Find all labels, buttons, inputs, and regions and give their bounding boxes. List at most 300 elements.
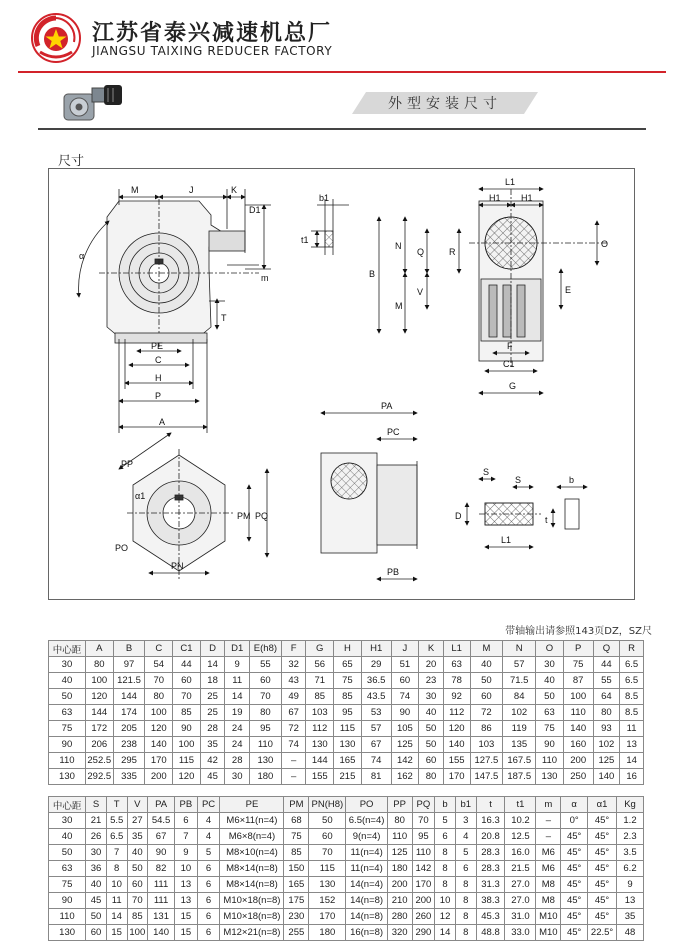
table-cell: 80: [387, 813, 412, 829]
column-header: PO: [346, 797, 387, 813]
dim-label-alpha: α: [79, 251, 85, 261]
column-header: m: [536, 797, 561, 813]
table-cell: 100: [173, 737, 201, 753]
table-cell: 60: [127, 877, 148, 893]
table-cell: 90: [536, 737, 564, 753]
table-cell: M10: [536, 925, 561, 941]
table-cell: 125: [387, 845, 412, 861]
table-cell: 87: [563, 673, 593, 689]
table-cell: 35: [127, 829, 148, 845]
table-cell: 5.5: [106, 813, 127, 829]
table-cell: 56: [306, 657, 334, 673]
column-header: t1: [505, 797, 536, 813]
table-cell: 71.5: [503, 673, 536, 689]
column-header: PB: [175, 797, 198, 813]
table-cell: 120: [85, 689, 113, 705]
table-cell: 6.5: [620, 657, 644, 673]
table-cell: 85: [127, 909, 148, 925]
table-cell: 6: [197, 861, 220, 877]
table-cell: 45.3: [476, 909, 505, 925]
dim-label-m: M: [131, 185, 139, 195]
table-cell: 74: [361, 753, 391, 769]
dim-label-p: P: [155, 391, 162, 401]
table-cell: 115: [309, 861, 346, 877]
table-row: [49, 829, 644, 845]
table-cell: 25: [200, 689, 225, 705]
table-cell: 72: [470, 705, 503, 721]
table-cell: 80: [85, 657, 113, 673]
table-cell: 32: [281, 657, 306, 673]
table-cell: 102: [593, 737, 620, 753]
table-cell: 215: [334, 769, 362, 785]
table-cell: 16(n=8): [346, 925, 387, 941]
table-cell: 130: [309, 877, 346, 893]
table-cell: 97: [113, 657, 145, 673]
table-cell: 45°: [588, 845, 617, 861]
front-view: [79, 189, 271, 433]
table-cell: 45: [200, 769, 225, 785]
dimension-table-2: [48, 796, 644, 941]
table-cell: 8: [455, 909, 476, 925]
dim-label-j: J: [189, 185, 194, 195]
table-cell: 28.3: [476, 845, 505, 861]
table-cell: 110: [49, 753, 86, 769]
table-cell: 30: [86, 845, 107, 861]
table-cell: 13: [617, 893, 644, 909]
dim-label-s-right: S: [515, 475, 522, 485]
table-cell: 110: [387, 829, 412, 845]
table-cell: 20: [419, 657, 444, 673]
table-cell: 82: [148, 861, 175, 877]
table-cell: 45°: [561, 829, 588, 845]
table-cell: 57: [361, 721, 391, 737]
table-cell: 121.5: [113, 673, 145, 689]
table-cell: 75: [334, 673, 362, 689]
dim-label-s-left: S: [483, 467, 490, 477]
column-header: PQ: [412, 797, 435, 813]
table-cell: 255: [284, 925, 309, 941]
column-header: 中心距: [49, 641, 86, 657]
table-row: [49, 925, 644, 941]
table-cell: 130: [49, 769, 86, 785]
dim-label-b: B: [369, 269, 376, 279]
table-cell: 3: [455, 813, 476, 829]
header-divider: [18, 71, 666, 73]
table-cell: 210: [387, 893, 412, 909]
table-cell: 200: [412, 893, 435, 909]
table-cell: 170: [443, 769, 470, 785]
table-cell: M10×18(n=8): [220, 893, 284, 909]
table-cell: 75: [284, 829, 309, 845]
table-cell: 144: [85, 705, 113, 721]
table-cell: 28.3: [476, 861, 505, 877]
table-cell: 295: [113, 753, 145, 769]
table-cell: 4: [197, 813, 220, 829]
table-cell: 127.5: [470, 753, 503, 769]
table-cell: 238: [113, 737, 145, 753]
table-cell: 24: [225, 737, 250, 753]
table-cell: 45°: [588, 829, 617, 845]
table-cell: 105: [391, 721, 419, 737]
table-cell: 5: [455, 845, 476, 861]
table-cell: 110: [563, 705, 593, 721]
dim-label-k: K: [231, 185, 238, 195]
table-cell: 187.5: [503, 769, 536, 785]
flange-view: [119, 433, 267, 579]
table-cell: M6: [536, 861, 561, 877]
table-cell: 16: [620, 769, 644, 785]
column-header: PC: [197, 797, 220, 813]
table-cell: 45°: [561, 861, 588, 877]
table-cell: 112: [306, 721, 334, 737]
table-cell: 48: [617, 925, 644, 941]
table-cell: 63: [49, 705, 86, 721]
table-cell: 15: [175, 909, 198, 925]
table-cell: 9: [617, 877, 644, 893]
table-cell: M8: [536, 877, 561, 893]
table-cell: 95: [334, 705, 362, 721]
table-cell: 80: [250, 705, 282, 721]
column-header: PE: [220, 797, 284, 813]
table-cell: 24: [225, 721, 250, 737]
dim-label-b1: b1: [319, 193, 330, 203]
table-cell: 70: [173, 689, 201, 705]
table-cell: 40: [127, 845, 148, 861]
table-cell: 14: [106, 909, 127, 925]
table-cell: 90: [49, 893, 86, 909]
column-header: PA: [148, 797, 175, 813]
company-logo: [30, 12, 82, 64]
table-cell: 11: [225, 673, 250, 689]
shaft-output-note: 带轴输出请参照143页DZ，SZ尺: [505, 626, 652, 637]
table-cell: 150: [284, 861, 309, 877]
table-cell: 102: [503, 705, 536, 721]
table-cell: 142: [412, 861, 435, 877]
dim-label-po: PO: [115, 543, 129, 553]
table-cell: 85: [334, 689, 362, 705]
table-cell: 85: [306, 689, 334, 705]
table-cell: 16.3: [476, 813, 505, 829]
table-cell: 8: [435, 861, 456, 877]
dim-label-e: E: [565, 285, 572, 295]
table-cell: 120: [173, 769, 201, 785]
table-row: [49, 769, 644, 785]
column-header: A: [85, 641, 113, 657]
table-cell: 142: [391, 753, 419, 769]
column-header: L1: [443, 641, 470, 657]
table-cell: 335: [113, 769, 145, 785]
table-cell: 21: [86, 813, 107, 829]
table-cell: 57: [503, 657, 536, 673]
table-cell: 6: [197, 893, 220, 909]
reducer-product-image: [62, 82, 124, 124]
table-cell: 125: [593, 753, 620, 769]
table-cell: 11(n=4): [346, 861, 387, 877]
table-cell: 6: [455, 861, 476, 877]
table-cell: 71: [306, 673, 334, 689]
table-cell: 5: [435, 813, 456, 829]
table-cell: –: [281, 769, 306, 785]
table-cell: 8: [455, 893, 476, 909]
column-header: D: [200, 641, 225, 657]
table-cell: 103: [306, 705, 334, 721]
table-cell: 55: [593, 673, 620, 689]
table-cell: 14: [225, 689, 250, 705]
table-row: [49, 813, 644, 829]
table-cell: 50: [309, 813, 346, 829]
table-cell: 70: [250, 689, 282, 705]
table-cell: 60: [173, 673, 201, 689]
column-header: T: [106, 797, 127, 813]
column-header: M: [470, 641, 503, 657]
table-cell: 11: [620, 721, 644, 737]
table-cell: 53: [361, 705, 391, 721]
table-cell: 84: [503, 689, 536, 705]
dim-label-t1: t1: [301, 235, 309, 245]
table-cell: 67: [361, 737, 391, 753]
table-cell: 27.0: [505, 893, 536, 909]
dim-label-h: H: [155, 373, 162, 383]
table-cell: 6: [197, 909, 220, 925]
table-cell: 6: [175, 813, 198, 829]
table-cell: 50: [419, 721, 444, 737]
table-cell: 14: [200, 657, 225, 673]
table-cell: 6.5(n=4): [346, 813, 387, 829]
column-header: b1: [455, 797, 476, 813]
table-cell: 45°: [561, 845, 588, 861]
table-cell: 30: [419, 689, 444, 705]
table-cell: 9(n=4): [346, 829, 387, 845]
table-cell: 31.3: [476, 877, 505, 893]
dim-label-r: R: [449, 247, 456, 257]
table-cell: 50: [536, 689, 564, 705]
table-cell: 205: [113, 721, 145, 737]
table-cell: 92: [443, 689, 470, 705]
table-cell: 6.2: [617, 861, 644, 877]
table-cell: 16.0: [505, 845, 536, 861]
table-cell: 110: [536, 753, 564, 769]
table-cell: 115: [173, 753, 201, 769]
table-cell: 68: [284, 813, 309, 829]
dim-label-c: C: [155, 355, 162, 365]
table-cell: 40: [49, 673, 86, 689]
dim-label-f: F: [507, 341, 513, 351]
table-cell: 12.5: [505, 829, 536, 845]
table-cell: 147.5: [470, 769, 503, 785]
table-cell: M6: [536, 845, 561, 861]
dim-label-b-key: b: [569, 475, 575, 485]
column-header: Q: [593, 641, 620, 657]
table-cell: 21.5: [505, 861, 536, 877]
table-cell: 93: [593, 721, 620, 737]
table-cell: 35: [617, 909, 644, 925]
table-cell: 70: [412, 813, 435, 829]
table-cell: 60: [470, 689, 503, 705]
column-header: D1: [225, 641, 250, 657]
table-cell: 292.5: [85, 769, 113, 785]
table-cell: 48.8: [476, 925, 505, 941]
table-cell: 18: [200, 673, 225, 689]
table-row: [49, 845, 644, 861]
table-cell: 60: [86, 925, 107, 941]
table-cell: 25: [200, 705, 225, 721]
table-cell: 23: [419, 673, 444, 689]
column-header: B: [113, 641, 145, 657]
company-name-cn: 江苏省泰兴减速机总厂: [92, 21, 333, 46]
dimension-table-1: [48, 640, 644, 785]
table-cell: 160: [563, 737, 593, 753]
table-cell: 30: [225, 769, 250, 785]
table-cell: 174: [113, 705, 145, 721]
column-header: R: [620, 641, 644, 657]
table-cell: 115: [334, 721, 362, 737]
table-cell: 12: [435, 909, 456, 925]
table-cell: 170: [309, 909, 346, 925]
table-cell: 180: [387, 861, 412, 877]
table-cell: 30: [536, 657, 564, 673]
dim-label-o: O: [601, 239, 609, 249]
table-cell: 27.0: [505, 877, 536, 893]
table-cell: 6: [197, 925, 220, 941]
table-cell: 111: [148, 877, 175, 893]
table-cell: 230: [284, 909, 309, 925]
dim-label-pb: PB: [387, 567, 400, 577]
top-view: [321, 413, 417, 579]
table-row: [49, 893, 644, 909]
table-cell: 14(n=8): [346, 909, 387, 925]
banner-divider: [38, 128, 646, 130]
table-cell: 130: [250, 753, 282, 769]
table-cell: 63: [443, 657, 470, 673]
table-cell: 112: [443, 705, 470, 721]
table-cell: M10: [536, 909, 561, 925]
table-cell: 64: [593, 689, 620, 705]
table-cell: 170: [145, 753, 173, 769]
table-cell: 200: [563, 753, 593, 769]
table-cell: 60: [391, 673, 419, 689]
column-header: α1: [588, 797, 617, 813]
table-cell: 51: [391, 657, 419, 673]
dim-label-d1: D1: [249, 205, 261, 215]
table-cell: 14: [620, 753, 644, 769]
table-cell: 75: [49, 877, 86, 893]
table-cell: 50: [470, 673, 503, 689]
table-cell: 144: [306, 753, 334, 769]
table-cell: 130: [334, 737, 362, 753]
dim-label-a: A: [159, 417, 166, 427]
dim-label-n: N: [395, 241, 402, 251]
dim-label-q: Q: [417, 247, 425, 257]
table-cell: 70: [127, 893, 148, 909]
table-cell: 45°: [588, 877, 617, 893]
table-cell: 10: [106, 877, 127, 893]
table-cell: 180: [250, 769, 282, 785]
side-view: [379, 189, 609, 393]
table-cell: 28: [225, 753, 250, 769]
table-cell: 9: [175, 845, 198, 861]
table-cell: 13: [175, 877, 198, 893]
table-cell: 31.0: [505, 909, 536, 925]
table-cell: 152: [309, 893, 346, 909]
table-row: [49, 737, 644, 753]
dim-label-t-key: t: [545, 515, 548, 525]
table-cell: 252.5: [85, 753, 113, 769]
dimensions-heading: 尺寸: [58, 154, 85, 169]
table-cell: M12×21(n=8): [220, 925, 284, 941]
table-cell: 50: [86, 909, 107, 925]
table-cell: 8: [455, 877, 476, 893]
table-cell: 130: [49, 925, 86, 941]
dim-label-pe: PE: [151, 341, 164, 351]
table-cell: 100: [85, 673, 113, 689]
column-header: b: [435, 797, 456, 813]
column-header: S: [86, 797, 107, 813]
table-cell: 290: [412, 925, 435, 941]
column-header: 中心距: [49, 797, 86, 813]
table-cell: 45°: [588, 861, 617, 877]
table-cell: 10: [175, 861, 198, 877]
table-cell: 7: [106, 845, 127, 861]
table-row: [49, 673, 644, 689]
column-header: G: [306, 641, 334, 657]
table-cell: 55: [250, 657, 282, 673]
table-cell: 170: [412, 877, 435, 893]
table-cell: 200: [387, 877, 412, 893]
table-row: [49, 753, 644, 769]
table-header-row: [49, 641, 644, 657]
table-cell: 45°: [588, 909, 617, 925]
column-header: J: [391, 641, 419, 657]
table-cell: 200: [145, 769, 173, 785]
table-cell: 20.8: [476, 829, 505, 845]
table-cell: 167.5: [503, 753, 536, 769]
table-cell: 172: [85, 721, 113, 737]
table-cell: 90: [391, 705, 419, 721]
table-cell: –: [536, 813, 561, 829]
dim-label-h1-left: H1: [489, 193, 501, 203]
table-cell: 140: [145, 737, 173, 753]
table-cell: 13: [175, 893, 198, 909]
table-cell: 162: [391, 769, 419, 785]
table-cell: 11: [106, 893, 127, 909]
table-cell: 44: [173, 657, 201, 673]
table-cell: M10×18(n=8): [220, 909, 284, 925]
dim-label-v: V: [417, 287, 424, 297]
table-cell: 44: [593, 657, 620, 673]
table-cell: 67: [281, 705, 306, 721]
column-header: PN(H8): [309, 797, 346, 813]
table-cell: M6×8(n=4): [220, 829, 284, 845]
table-cell: 75: [49, 721, 86, 737]
column-header: C1: [173, 641, 201, 657]
table-row: [49, 861, 644, 877]
hollow-shaft-key-detail: [311, 199, 349, 255]
table-cell: –: [536, 829, 561, 845]
table-cell: 63: [49, 861, 86, 877]
table-cell: 85: [284, 845, 309, 861]
table-cell: 10.2: [505, 813, 536, 829]
column-header: E(h8): [250, 641, 282, 657]
table-row: [49, 721, 644, 737]
dim-label-pp: PP: [121, 459, 134, 469]
column-header: H1: [361, 641, 391, 657]
column-header: PM: [284, 797, 309, 813]
table-cell: 80: [145, 689, 173, 705]
table-cell: 280: [387, 909, 412, 925]
table-cell: 43.5: [361, 689, 391, 705]
table-cell: 140: [148, 925, 175, 941]
table-cell: 60: [250, 673, 282, 689]
